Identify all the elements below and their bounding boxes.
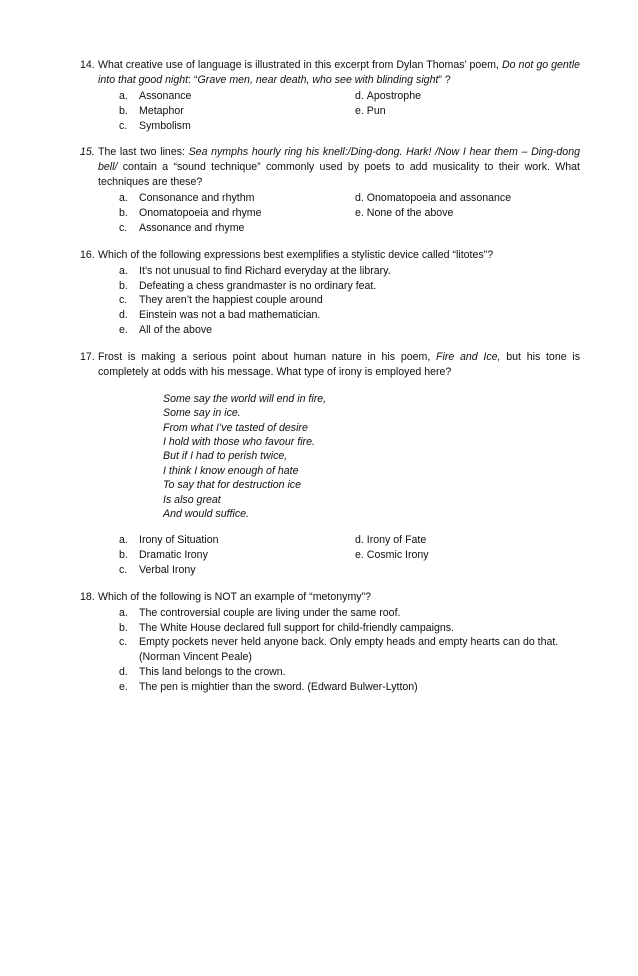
option-letter: b.: [119, 279, 128, 292]
question-18-stem: [80, 590, 580, 605]
option-letter: b.: [119, 104, 128, 117]
option-text: Assonance: [139, 90, 192, 102]
option-b: [80, 104, 355, 119]
question-text: What creative use of language is illustrated in this excerpt from Dylan Thomas’ poem,: [98, 59, 502, 71]
options: [80, 606, 580, 695]
option-a: [80, 533, 355, 548]
option-d: [355, 89, 421, 104]
option-b: [80, 206, 355, 221]
question-text: but his tone is completely at odds with his message. What type of irony is employed here?: [98, 350, 581, 378]
option-text: Empty pockets never held anyone back. Only empty heads and empty hearts can do that.: [139, 636, 559, 649]
poem-line: Is also great: [163, 493, 221, 506]
poem-line: I hold with those who favour fire.: [163, 435, 315, 448]
poem-line: To say that for destruction ice: [163, 479, 301, 492]
poem-line: And would suffice.: [163, 508, 249, 521]
option-text: Apostrophe: [366, 90, 421, 102]
question-16-stem: [80, 248, 580, 263]
option-text: Einstein was not a bad mathematician.: [139, 309, 321, 322]
option-letter: d.: [355, 192, 364, 205]
option-letter: b.: [119, 621, 128, 634]
question-text: : “: [188, 74, 198, 86]
option-d: [355, 191, 511, 206]
poem-excerpt: [163, 392, 580, 522]
option-text: Verbal Irony: [139, 564, 196, 577]
option-text: Assonance and rhyme: [139, 221, 245, 234]
option-letter: e.: [355, 104, 364, 117]
option-letter: [119, 650, 139, 665]
option-text: The White House declared full support for child-friendly campaigns.: [139, 621, 455, 634]
option-text: Metaphor: [139, 104, 184, 117]
options: [80, 533, 580, 577]
option-text: The controversial couple are living under the same roof.: [139, 606, 401, 619]
option-letter: a.: [119, 606, 128, 619]
question-14-stem: [80, 58, 580, 88]
option-c: [80, 635, 580, 650]
poem-title: Do not go gentle into that good night: [98, 59, 580, 86]
poem-title: Fire and Ice,: [436, 350, 501, 363]
option-e: [355, 206, 453, 221]
option-c: [80, 563, 355, 578]
option-d: [80, 308, 580, 323]
question-text: contain a “sound technique” commonly used by poets to add musicality to their work. What techniques are these?: [98, 161, 580, 189]
option-letter: e.: [355, 207, 364, 220]
option-c: [80, 119, 355, 134]
option-a: [80, 606, 580, 621]
option-text: None of the above: [366, 207, 454, 220]
option-letter: d.: [355, 534, 364, 547]
option-e: [355, 104, 386, 119]
option-text: It’s not unusual to find Richard everyday at the library.: [139, 264, 391, 277]
question-text: Which of the following expressions best exemplifies a stylistic device called “litotes”?: [98, 248, 494, 261]
poem-line: From what I’ve tasted of desire: [163, 421, 308, 434]
question-text: Frost is making a serious point about human nature in his poem,: [98, 350, 437, 363]
options: [80, 89, 580, 133]
option-b: [80, 548, 355, 563]
option-c-attribution: [80, 650, 580, 665]
quoted-line: Grave men, near death, who see with blinding sight: [197, 74, 439, 86]
option-a: [80, 191, 355, 206]
options: [80, 191, 580, 235]
option-letter: e.: [355, 549, 364, 562]
option-b: [80, 621, 580, 636]
option-letter: b.: [119, 549, 128, 562]
option-letter: a.: [119, 534, 128, 547]
question-17: [80, 350, 580, 578]
option-letter: c.: [119, 119, 128, 132]
option-d: [355, 533, 426, 548]
option-letter: a.: [119, 192, 128, 205]
question-number: 18.: [80, 590, 95, 603]
option-a: [80, 89, 355, 104]
question-16: [80, 248, 580, 338]
option-e: [80, 680, 580, 695]
option-letter: e.: [119, 323, 128, 336]
option-a: [80, 264, 580, 279]
option-text: Dramatic Irony: [139, 549, 208, 562]
option-text: Defeating a chess grandmaster is no ordinary feat.: [139, 279, 377, 292]
question-17-stem: [80, 350, 580, 380]
option-letter: d.: [119, 666, 128, 678]
option-e: [80, 323, 580, 338]
option-text: The pen is mightier than the sword. (Edward Bulwer-Lytton): [139, 680, 418, 693]
option-letter: c.: [119, 294, 128, 307]
option-text: Symbolism: [139, 119, 191, 132]
question-15-stem: [80, 145, 580, 190]
poem-line: But if I had to perish twice,: [163, 450, 288, 463]
option-text: Cosmic Irony: [366, 549, 429, 562]
option-letter: b.: [119, 207, 128, 220]
poem-line: Some say in ice.: [163, 407, 241, 420]
option-text: Irony of Fate: [366, 534, 427, 547]
option-d: [80, 665, 580, 680]
poem-line: I think I know enough of hate: [163, 464, 299, 477]
poem-line: Some say the world will end in fire,: [163, 392, 327, 405]
question-number: 17.: [80, 350, 95, 363]
option-text: Pun: [366, 104, 386, 117]
option-letter: c.: [119, 221, 128, 234]
option-e: [355, 548, 429, 563]
option-text: All of the above: [139, 323, 213, 336]
option-text: This land belongs to the crown.: [139, 666, 286, 678]
option-text: Irony of Situation: [139, 534, 219, 547]
options: [80, 264, 580, 338]
option-c: [80, 293, 580, 308]
question-text: ” ?: [438, 74, 451, 86]
option-letter: a.: [119, 264, 128, 277]
option-b: [80, 279, 580, 294]
quoted-line: Sea nymphs hourly ring his knell:/Ding-dong. Hark! /Now I hear them – Ding-dong bell/: [98, 146, 580, 174]
option-letter: d.: [119, 309, 128, 322]
question-15: [80, 145, 580, 235]
option-text: (Norman Vincent Peale): [139, 651, 252, 664]
option-letter: c.: [119, 636, 128, 649]
question-14: [80, 58, 580, 133]
option-text: Onomatopoeia and assonance: [366, 192, 512, 205]
option-text: They aren’t the happiest couple around: [139, 294, 323, 307]
question-text: Which of the following is NOT an example of “metonymy”?: [98, 590, 371, 603]
option-letter: c.: [119, 564, 128, 577]
option-letter: a.: [119, 90, 128, 102]
option-letter: d.: [355, 90, 364, 102]
option-text: Consonance and rhythm: [139, 192, 255, 205]
question-18: [80, 590, 580, 695]
question-text: The last two lines:: [98, 146, 189, 159]
option-letter: e.: [119, 680, 128, 693]
question-number: 16.: [80, 248, 95, 261]
question-number: 14.: [80, 59, 95, 71]
question-number: 15.: [80, 146, 95, 159]
option-text: Onomatopoeia and rhyme: [139, 207, 262, 220]
option-c: [80, 221, 355, 236]
